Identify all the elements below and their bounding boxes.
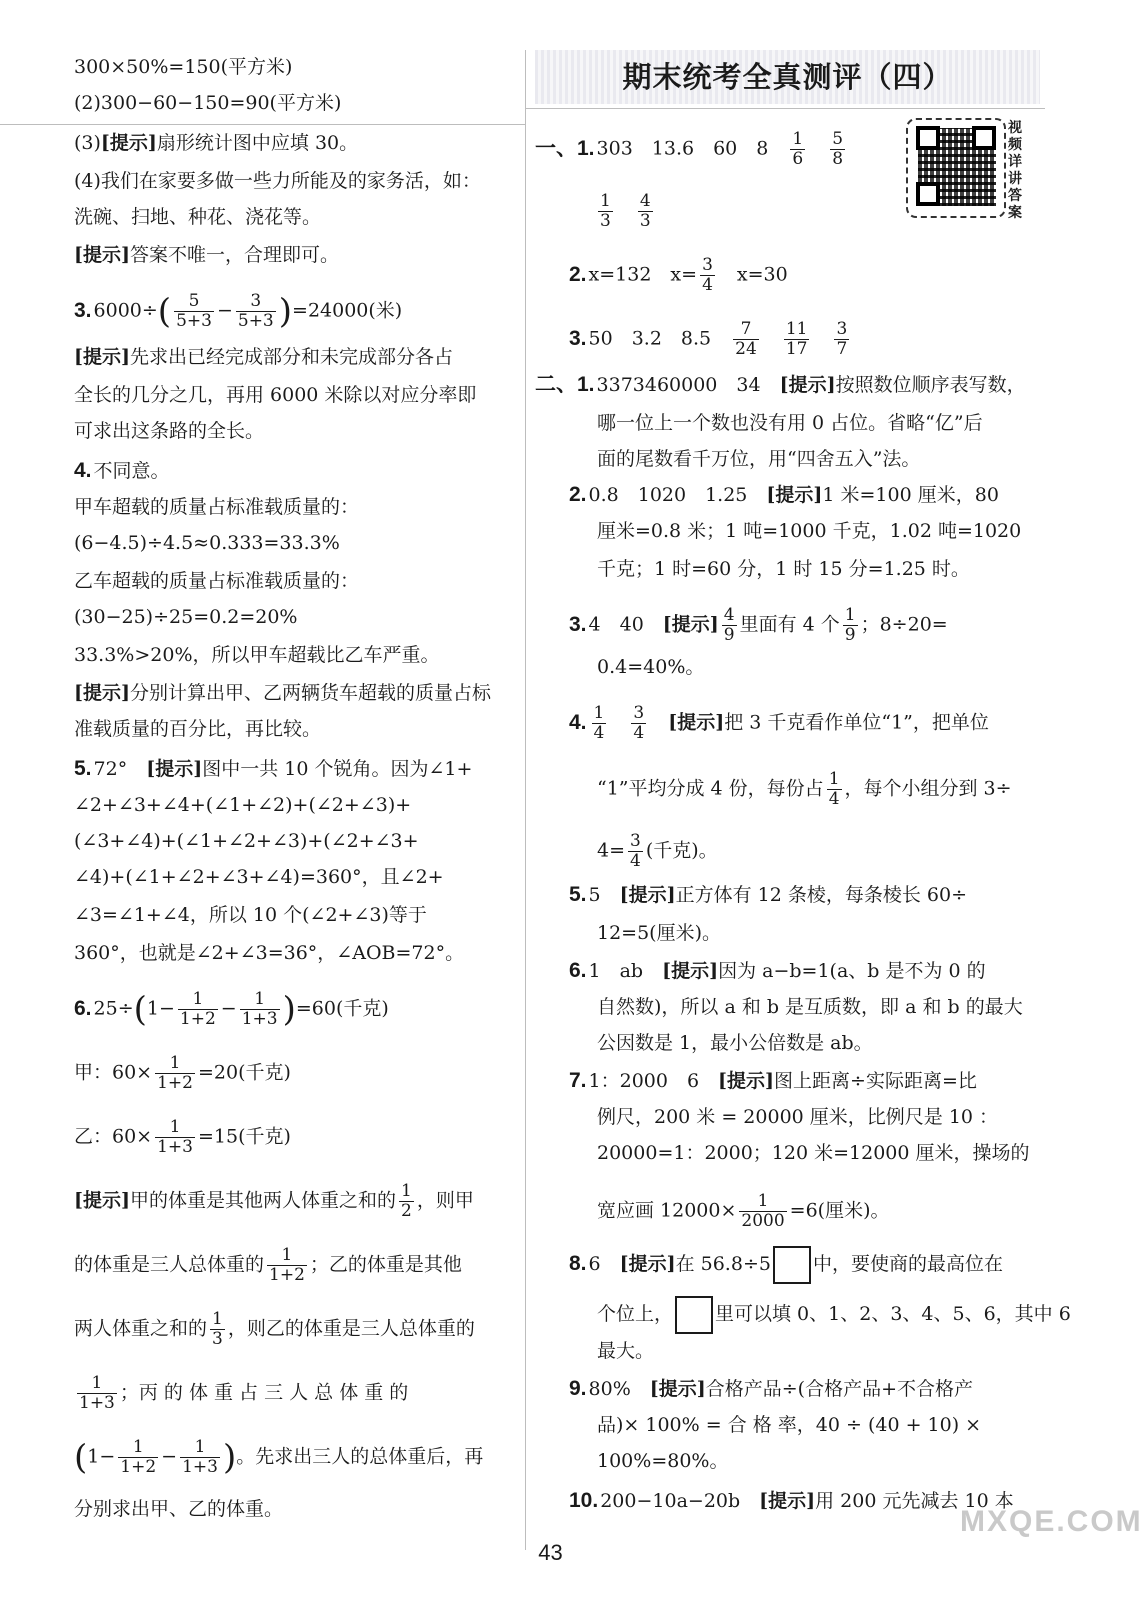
fraction: $\frac{1}{2}$ <box>401 1181 412 1221</box>
fraction: $\frac{1}{1+3}$ <box>182 1437 218 1477</box>
answer-line: 8. 6 [提示]在 56.8÷5 中，要使商的最高位在 <box>569 1246 1003 1284</box>
section-2-answer: 二、1. 3373460000 34 [提示]按照数位顺序表写数， <box>535 373 1026 396</box>
answer-line: 甲车超载的质量占标准载质量的： <box>74 496 360 518</box>
fraction: $\frac{1}{6}$ <box>792 129 804 169</box>
answer-line: 2. 0.8 1020 1.25 [提示]1 米=100 厘米，80 <box>569 483 999 506</box>
hint-line: 例尺，200 米 = 20000 厘米，比例尺是 10 ： <box>597 1106 999 1128</box>
fraction: $\frac{4}{3}$ <box>639 191 651 231</box>
qr-label: 视频详讲答案 <box>1008 120 1022 221</box>
question-number: 2. <box>569 483 587 506</box>
fraction: $\frac{1}{1+3}$ <box>157 1117 193 1157</box>
question-number: 3. <box>569 326 587 350</box>
question-number: 10. <box>569 1489 599 1512</box>
hint-line: 品)× 100% = 合 格 率，40 ÷ (40 + 10) × <box>597 1414 982 1436</box>
hint-line: 20000=1：2000；120 米=12000 厘米，操场的 <box>597 1142 1030 1164</box>
question-number: 6. <box>74 996 92 1020</box>
hint-label: [提示] <box>649 1378 706 1400</box>
fraction: $\frac{1}{4}$ <box>593 703 605 743</box>
hint-line: $\frac{1}{1+3}$ ；丙 的 体 重 占 三 人 总 体 重 的 <box>79 1373 409 1413</box>
hint-line: 个位上， 里可以填 0、1、2、3、4、5、6，其中 6 <box>597 1296 1071 1334</box>
hint-line: 面的尾数看千万位，用“四舍五入”法。 <box>597 448 921 470</box>
fraction: $\frac{1}{3}$ <box>600 191 611 231</box>
hint-label: [提示] <box>662 613 719 636</box>
question-number: 二、1. <box>535 373 595 396</box>
answer-line: (3)[提示]扇形统计图中应填 30。 <box>74 132 359 154</box>
hint-line: ∠2+∠3+∠4+(∠1+∠2)+(∠2+∠3)+ <box>74 794 412 816</box>
hint-line: ∠4)+(∠1+∠2+∠3+∠4)=360°，且∠2+ <box>74 866 444 888</box>
fraction: $\frac{5}{5+3}$ <box>176 291 212 331</box>
question-number: 2. <box>569 262 587 286</box>
question-number: 一、1. <box>535 136 595 160</box>
fraction: $\frac{3}{5+3}$ <box>237 291 274 331</box>
answer-line: (30−25)÷25=0.2=20% <box>74 606 298 628</box>
blank-box <box>773 1246 811 1284</box>
hint-label: [提示] <box>619 884 676 906</box>
hint-line: 4= $\frac{3}{4}$ (千克)。 <box>597 831 718 871</box>
question-number: 8. <box>569 1252 587 1275</box>
answer-line: 9. 80% [提示]合格产品÷(合格产品+不合格产 <box>569 1377 973 1400</box>
hint-line: 准载质量的百分比，再比较。 <box>74 718 322 740</box>
fraction: $\frac{3}{4}$ <box>630 831 641 871</box>
hint-label: [提示] <box>74 1189 130 1212</box>
fraction: $\frac{1}{1+2}$ <box>269 1245 305 1285</box>
fraction: $\frac{3}{4}$ <box>633 703 645 743</box>
hint-line: 两人体重之和的 $\frac{1}{3}$ ，则乙的体重是三人总体重的 <box>74 1309 475 1349</box>
hint-line: 可求出这条路的全长。 <box>74 420 265 442</box>
hint-line: 宽应画 12000× $\frac{1}{2000}$ =6(厘米)。 <box>597 1191 890 1231</box>
answer-line: 7. 1：2000 6 [提示]图上距离÷实际距离=比 <box>569 1069 977 1092</box>
hint-line: 哪一位上一个数也没有用 0 占位。省略“亿”后 <box>597 412 983 434</box>
hint-line: 的体重是三人总体重的 $\frac{1}{1+2}$ ；乙的体重是其他 <box>74 1245 462 1285</box>
hint-line: [提示]甲的体重是其他两人体重之和的 $\frac{1}{2}$ ，则甲 <box>74 1181 474 1221</box>
question-number: 4. <box>74 459 92 482</box>
qr-code[interactable] <box>906 118 1006 218</box>
question-4-answer: 4. 不同意。 <box>74 459 170 482</box>
hint-line: [提示]答案不唯一，合理即可。 <box>74 244 339 266</box>
fraction: $\frac{1}{1+2}$ <box>120 1437 157 1477</box>
answer-line: (4)我们在家要多做一些力所能及的家务活，如： <box>74 170 481 192</box>
hint-label: [提示] <box>766 484 823 506</box>
hint-line: 0.4=40%。 <box>597 656 705 678</box>
fraction: $\frac{3}{4}$ <box>702 255 713 295</box>
top-divider-left <box>0 124 525 125</box>
watermark-logo: MXQE.COM <box>960 1505 1143 1538</box>
hint-label: [提示] <box>74 346 130 368</box>
fraction: $\frac{3}{7}$ <box>836 319 848 359</box>
hint-line: 12=5(厘米)。 <box>597 922 722 944</box>
answer-line: (6−4.5)÷4.5≈0.333=33.3% <box>74 532 340 554</box>
hint-line: 全长的几分之几，再用 6000 米除以对应分率即 <box>74 384 477 406</box>
answer-line: (2)300−60−150=90(平方米) <box>74 92 342 114</box>
hint-label: [提示] <box>759 1490 816 1512</box>
question-number: 9. <box>569 1377 587 1400</box>
question-number: 7. <box>569 1069 587 1092</box>
answer-line: 甲：60× $\frac{1}{1+2}$ =20(千克) <box>74 1053 291 1093</box>
hint-line: 最大。 <box>597 1340 655 1362</box>
hint-label: [提示] <box>100 132 157 154</box>
top-divider-right <box>525 108 1045 109</box>
answer-line: 乙车超载的质量占标准载质量的： <box>74 570 360 592</box>
hint-line: “1”平均分成 4 份，每份占 $\frac{1}{4}$ ，每个小组分到 3÷ <box>597 769 1012 809</box>
qr-finder <box>972 126 996 150</box>
hint-label: [提示] <box>74 682 130 704</box>
answer-line: 5. 5 [提示]正方体有 12 条棱，每条棱长 60÷ <box>569 883 967 906</box>
answer-line: 3. 4 40 [提示] $\frac{4}{9}$ 里面有 4 个 $\frac{1}{9}$ ；8÷20= <box>569 605 948 645</box>
fraction: $\frac{1}{1+3}$ <box>241 989 278 1029</box>
hint-label: [提示] <box>718 1070 775 1092</box>
question-number: 3. <box>74 298 92 322</box>
qr-finder <box>916 182 940 206</box>
hint-line: 厘米=0.8 米；1 吨=1000 千克，1.02 吨=1020 <box>597 520 1022 542</box>
answer-line: 2. x=132 x= $\frac{3}{4}$ x=30 <box>569 255 788 295</box>
fraction: $\frac{1}{1+2}$ <box>179 989 216 1029</box>
hint-line: 100%=80%。 <box>597 1450 729 1472</box>
qr-finder <box>916 126 940 150</box>
answer-line: 6. 1 ab [提示]因为 a−b=1(a、b 是不为 0 的 <box>569 959 986 982</box>
hint-label: [提示] <box>74 244 130 266</box>
blank-box <box>675 1296 713 1334</box>
hint-line: 360°，也就是∠2+∠3=36°，∠AOB=72°。 <box>74 942 465 964</box>
fraction: $\frac{1}{3}$ <box>212 1309 223 1349</box>
hint-line: [提示]先求出已经完成部分和未完成部分各占 <box>74 346 453 368</box>
hint-line: 公因数是 1，最小公倍数是 ab。 <box>597 1032 873 1054</box>
hint-line: 自然数)，所以 a 和 b 是互质数，即 a 和 b 的最大 <box>597 996 1023 1018</box>
question-number: 5. <box>74 757 92 780</box>
page-number: 43 <box>538 1540 563 1565</box>
hint-label: [提示] <box>779 374 836 396</box>
answer-line: 乙：60× $\frac{1}{1+3}$ =15(千克) <box>74 1117 291 1157</box>
hint-label: [提示] <box>619 1253 676 1275</box>
hint-label: [提示] <box>146 758 203 780</box>
answer-line: 3. 50 3.2 8.5 $\frac{7}{24}$ $\frac{11}{17}$ $\frac{3}{7}$ <box>569 319 848 359</box>
hint-line: (∠3+∠4)+(∠1+∠2+∠3)+(∠2+∠3+ <box>74 830 419 852</box>
question-3-answer: 3. 6000÷( $\frac{5}{5+3}$ − $\frac{3}{5+3}$ )=24000(米) <box>74 291 403 332</box>
fraction: $\frac{1}{2000}$ <box>741 1191 785 1231</box>
fraction: $\frac{1}{1+2}$ <box>157 1053 193 1093</box>
fraction: $\frac{5}{8}$ <box>832 129 844 169</box>
section-title: 期末统考全真测评（四） <box>622 60 953 94</box>
fraction: $\frac{11}{17}$ <box>785 319 808 359</box>
question-number: 5. <box>569 883 587 906</box>
column-divider <box>525 50 526 1550</box>
hint-line: ∠3=∠1+∠4，所以 10 个(∠2+∠3)等于 <box>74 904 427 926</box>
question-number: 4. <box>569 710 587 734</box>
fraction: $\frac{1}{4}$ <box>828 769 840 809</box>
fraction: $\frac{7}{24}$ <box>735 319 757 359</box>
hint-label: [提示] <box>668 711 725 734</box>
question-5-answer: 5. 72° [提示]图中一共 10 个锐角。因为∠1+ <box>74 757 473 780</box>
answer-line: 10. 200−10a−20b [提示]用 200 元先减去 10 本 <box>569 1489 1014 1512</box>
fraction: $\frac{1}{1+3}$ <box>79 1373 115 1413</box>
answer-line: 300×50%=150(平方米) <box>74 56 293 78</box>
hint-line: (1− $\frac{1}{1+2}$ − $\frac{1}{1+3}$ )。先求出三人的总体重后，再 <box>74 1437 484 1478</box>
answer-line <box>595 192 656 231</box>
hint-line: 千克；1 时=60 分，1 时 15 分=1.25 时。 <box>597 558 970 580</box>
hint-line: [提示]分别计算出甲、乙两辆货车超载的质量占标 <box>74 682 491 704</box>
fraction: $\frac{4}{9}$ <box>723 605 735 645</box>
answer-line: 33.3%>20%，所以甲车超载比乙车严重。 <box>74 644 440 666</box>
answer-line: 洗碗、扫地、种花、浇花等。 <box>74 206 322 228</box>
hint-label: [提示] <box>662 960 719 982</box>
section-1-answer: 一、1. 303 13.6 60 8 $\frac{1}{6}$ $\frac{5}{8}$ <box>535 129 844 169</box>
question-number: 3. <box>569 612 587 636</box>
answer-line: 4. $\frac{1}{4}$ $\frac{3}{4}$ [提示]把 3 千克看作单位“1”，把单位 <box>569 703 989 743</box>
fraction: $\frac{1}{9}$ <box>844 605 856 645</box>
hint-line: 分别求出甲、乙的体重。 <box>74 1498 284 1520</box>
question-6-answer: 6. 25÷(1− $\frac{1}{1+2}$ − $\frac{1}{1+3}$ )=60(千克) <box>74 989 389 1030</box>
question-number: 6. <box>569 959 587 982</box>
